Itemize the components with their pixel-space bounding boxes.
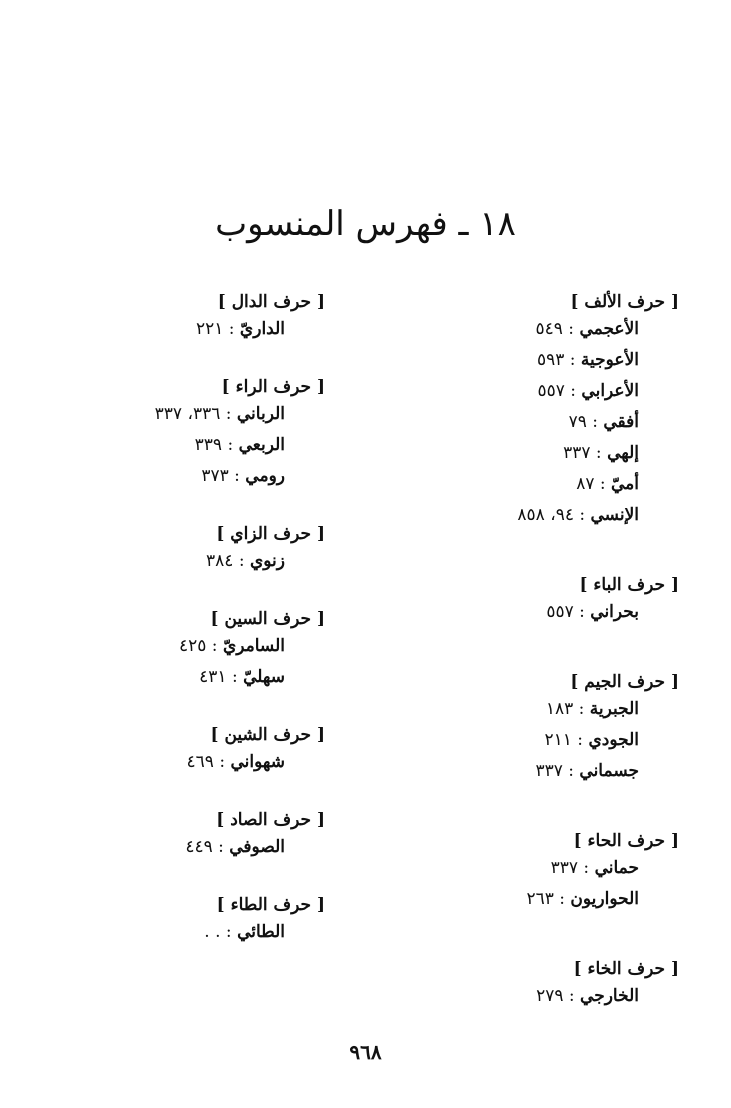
entry-separator: : <box>578 858 595 878</box>
entry-separator: : <box>564 381 582 401</box>
index-entry <box>25 399 285 430</box>
entry-word: حماني <box>594 858 639 878</box>
entry-word: أميّ <box>611 474 639 494</box>
entry-pages: ١٨٣ <box>545 699 574 719</box>
entry-word: الأعوجية <box>580 350 639 370</box>
entry-pages: ٧٩ <box>568 412 587 432</box>
index-entry <box>379 500 639 531</box>
entry-separator: : <box>228 466 246 486</box>
letter-section <box>379 573 679 628</box>
entry-word: الحواريون <box>570 889 639 909</box>
index-entry <box>25 461 285 492</box>
entry-pages: ٥٩٣ <box>536 350 565 370</box>
entry-word: الأعجمي <box>579 319 639 339</box>
index-entry <box>25 631 285 662</box>
entry-separator: : <box>220 922 238 942</box>
entry-separator: : <box>571 730 589 750</box>
entry-word: إلهي <box>607 443 639 463</box>
left-column <box>25 290 325 948</box>
entry-word: الأعرابي <box>581 381 639 401</box>
index-entry <box>379 438 639 469</box>
section-heading: [ حرف الطاء ] <box>216 895 325 915</box>
letter-section <box>379 957 679 1012</box>
entry-separator: : <box>553 889 571 909</box>
entry-separator: : <box>562 761 580 781</box>
section-heading: [ حرف الزاي ] <box>216 524 325 544</box>
entry-word: جسماني <box>579 761 639 781</box>
entry-list <box>25 832 285 863</box>
entry-pages: ٩٤، ٨٥٨ <box>517 505 574 525</box>
letter-section <box>25 808 325 863</box>
entry-separator: : <box>222 435 239 455</box>
section-heading: [ حرف الجيم ] <box>570 672 679 692</box>
section-heading: [ حرف الباء ] <box>579 575 679 595</box>
index-entry <box>379 597 639 628</box>
entry-pages: ٢٧٩ <box>536 986 564 1006</box>
entry-separator: : <box>562 319 580 339</box>
entry-word: رومي <box>245 466 285 486</box>
section-heading: [ حرف الألف ] <box>570 292 679 312</box>
index-entry <box>379 694 639 725</box>
entry-pages: ٣٨٤ <box>206 551 234 571</box>
index-entry <box>379 725 639 756</box>
entry-pages: ٨٧ <box>576 474 595 494</box>
entry-separator: : <box>220 404 237 424</box>
entry-pages: ٤٤٩ <box>185 837 213 857</box>
section-heading: [ حرف الخاء ] <box>573 959 679 979</box>
entry-word: أفقي <box>603 412 639 432</box>
index-entry <box>25 662 285 693</box>
index-entry <box>379 314 639 345</box>
letter-section <box>25 723 325 778</box>
entry-word: شهواني <box>230 752 285 772</box>
entry-list <box>25 631 285 693</box>
section-heading: [ حرف الدال ] <box>217 292 325 312</box>
entry-pages: ٣٣٧ <box>535 761 563 781</box>
page-title: ١٨ ـ فهرس المنسوب <box>215 204 516 244</box>
entry-list <box>25 917 285 948</box>
entry-word: الجودي <box>588 730 639 750</box>
letter-section <box>25 290 325 345</box>
entry-list <box>379 981 639 1012</box>
entry-list <box>25 399 285 492</box>
entry-pages: ٣٧٣ <box>201 466 229 486</box>
entry-word: الربعي <box>238 435 285 455</box>
section-heading: [ حرف الحاء ] <box>573 831 679 851</box>
entry-separator: : <box>573 602 591 622</box>
entry-pages: ٢١١ <box>544 730 572 750</box>
index-entry <box>25 832 285 863</box>
entry-separator: : <box>233 551 250 571</box>
entry-list <box>379 853 639 915</box>
entry-list <box>25 546 285 577</box>
index-entry <box>379 345 639 376</box>
entry-pages: ٥٥٧ <box>537 381 565 401</box>
index-entry <box>379 981 639 1012</box>
entry-word: الجبرية <box>589 699 639 719</box>
entry-separator: : <box>206 636 223 656</box>
entry-pages: ٥٥٧ <box>546 602 574 622</box>
section-heading: [ حرف الراء ] <box>221 377 325 397</box>
entry-word: بحراني <box>590 602 639 622</box>
entry-pages: ٢٦٣ <box>526 889 554 909</box>
entry-separator: : <box>563 986 581 1006</box>
entry-word: الخارجي <box>580 986 639 1006</box>
entry-word: سهليّ <box>243 667 285 687</box>
entry-separator: : <box>226 667 244 687</box>
index-entry <box>379 756 639 787</box>
entry-list <box>379 597 639 628</box>
index-entry <box>25 314 285 345</box>
index-entry <box>379 853 639 884</box>
entry-pages: ٣٣٧ <box>550 858 579 878</box>
entry-word: الداريّ <box>239 319 285 339</box>
entry-pages: ٤٣١ <box>199 667 227 687</box>
section-heading: [ حرف الشين ] <box>210 725 325 745</box>
entry-separator: : <box>213 752 231 772</box>
entry-word: السامريّ <box>222 636 285 656</box>
index-entry <box>25 747 285 778</box>
letter-section <box>379 290 679 531</box>
entry-separator: : <box>564 350 581 370</box>
entry-word: الطائي <box>237 922 285 942</box>
entry-pages: ٥٤٩ <box>535 319 563 339</box>
entry-pages: ٣٣٧ <box>563 443 591 463</box>
entry-separator: : <box>594 474 611 494</box>
letter-section <box>25 522 325 577</box>
entry-separator: : <box>586 412 604 432</box>
letter-section <box>25 375 325 492</box>
letter-section <box>25 893 325 948</box>
entry-word: الإنسي <box>590 505 639 525</box>
entry-separator: : <box>223 319 240 339</box>
entry-pages: . . <box>204 922 221 942</box>
page-number: ٩٦٨ <box>349 1040 382 1064</box>
letter-section <box>379 829 679 915</box>
entry-pages: ٣٣٦، ٣٣٧ <box>154 404 221 424</box>
letter-section <box>25 607 325 693</box>
entry-list <box>379 694 639 787</box>
entry-list <box>379 314 639 531</box>
entry-list <box>25 314 285 345</box>
section-heading: [ حرف الصاد ] <box>216 810 325 830</box>
entry-separator: : <box>573 505 591 525</box>
entry-word: الصوفي <box>229 837 285 857</box>
entry-word: الرباني <box>236 404 285 424</box>
entry-separator: : <box>212 837 230 857</box>
right-column <box>379 290 679 1012</box>
index-entry <box>379 376 639 407</box>
index-entry <box>379 884 639 915</box>
index-entry <box>25 917 285 948</box>
entry-list <box>25 747 285 778</box>
letter-section <box>379 670 679 787</box>
index-entry <box>379 469 639 500</box>
section-heading: [ حرف السين ] <box>210 609 325 629</box>
entry-separator: : <box>590 443 608 463</box>
index-entry <box>25 546 285 577</box>
entry-pages: ٤٦٩ <box>186 752 214 772</box>
entry-separator: : <box>573 699 590 719</box>
entry-pages: ٢٢١ <box>195 319 224 339</box>
entry-word: زنوي <box>249 551 285 571</box>
index-entry <box>379 407 639 438</box>
entry-pages: ٤٢٥ <box>179 636 207 656</box>
entry-pages: ٣٣٩ <box>194 435 223 455</box>
index-entry <box>25 430 285 461</box>
